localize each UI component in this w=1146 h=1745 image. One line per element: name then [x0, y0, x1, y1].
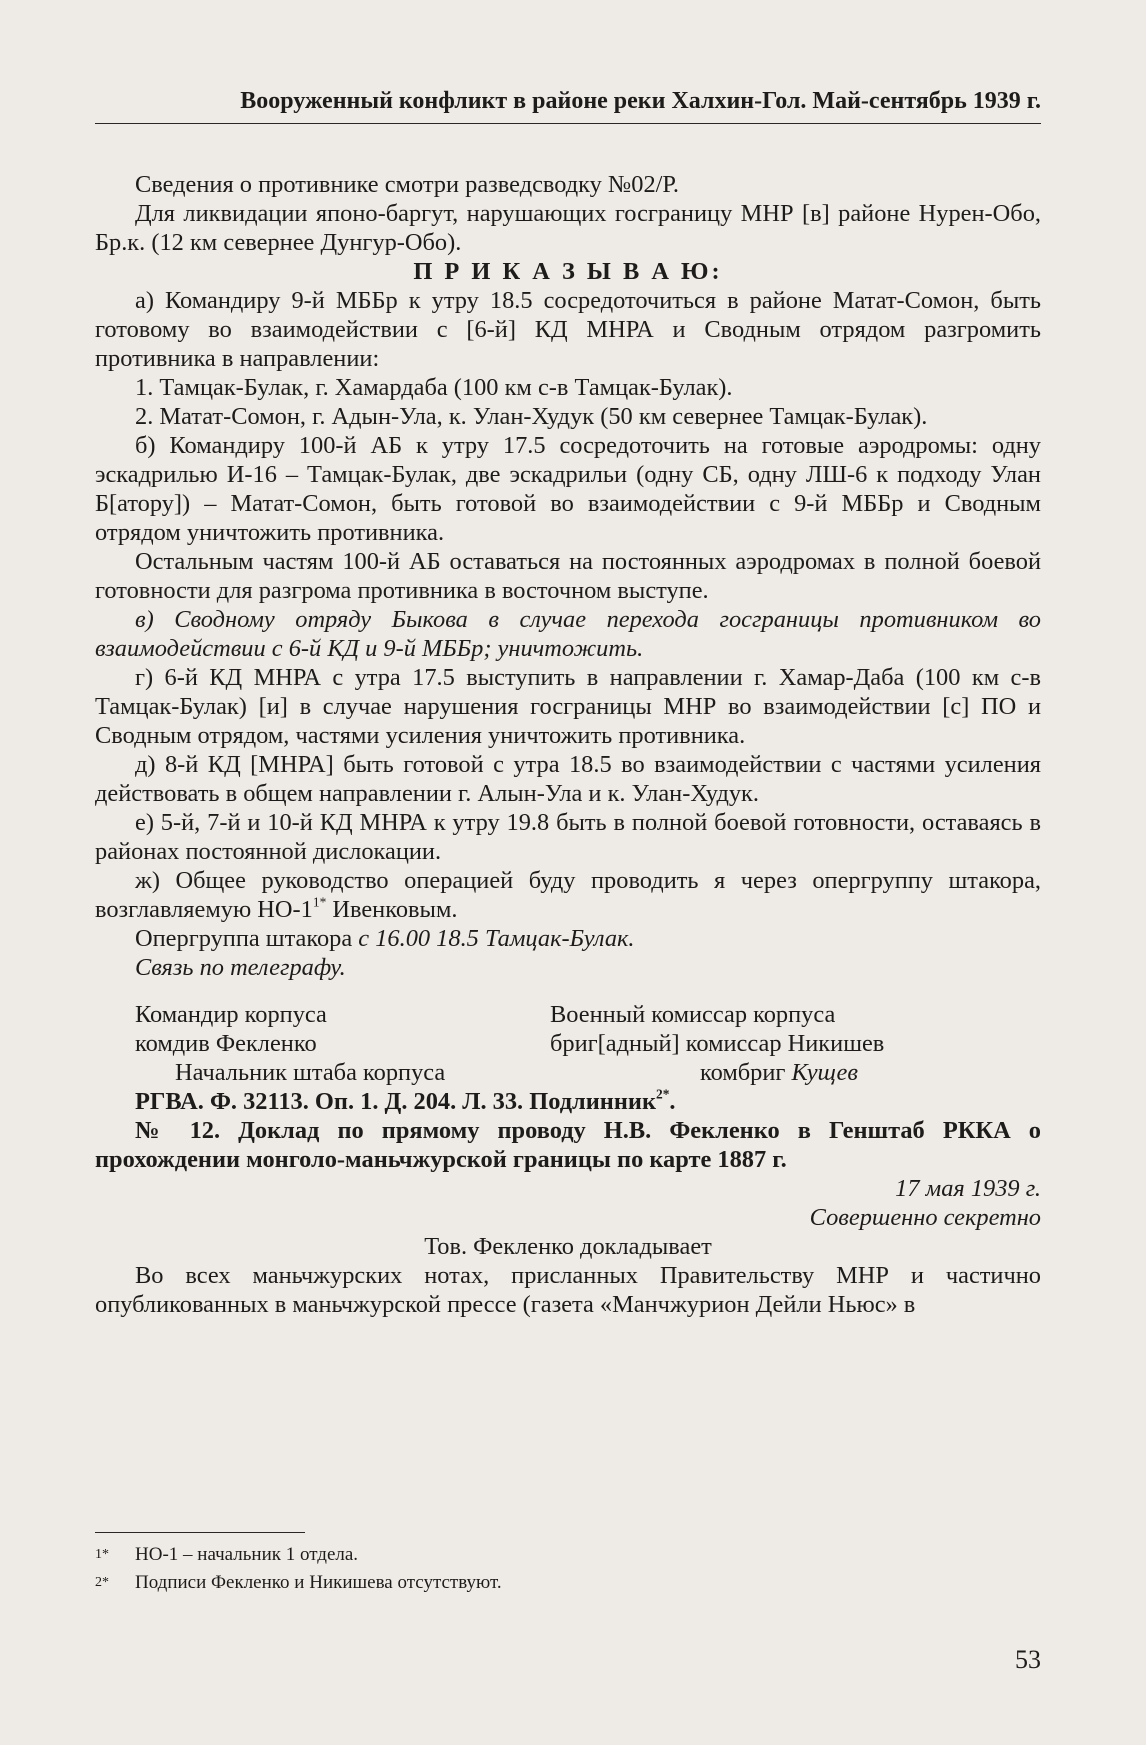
- order-item-d: д) 8-й КД [МНРА] быть готовой с утра 18.5 во взаимодействии с частями усиления действовать в общем направлении г. Алын-Ула и к. Улан-Худук.: [95, 751, 1041, 807]
- order-item-e: е) 5-й, 7-й и 10-й КД МНРА к утру 19.8 быть в полной боевой готовности, оставаясь в районах постоянной дислокации.: [95, 809, 1041, 865]
- document-text: Во всех маньчжурских нотах, присланных Правительству МНР и частично опубликованных в маньчжурской прессе (газета «Манчжурион Дейли Ньюс» в: [95, 1262, 1041, 1318]
- signature-left-title: Командир корпуса: [135, 1001, 327, 1028]
- signature-chief-title: Начальник штаба корпуса: [175, 1059, 446, 1086]
- archive-ref-text: РГВА. Ф. 32113. Оп. 1. Д. 204. Л. 33. Подлинник: [135, 1088, 657, 1115]
- direction-1: 1. Тамцак-Булак, г. Хамардаба (100 км с-в Тамцак-Булак).: [135, 374, 733, 401]
- signature-left-name: комдив Фекленко: [135, 1030, 317, 1057]
- page-number: 53: [1015, 1645, 1041, 1674]
- document-classification: Совершенно секретно: [809, 1204, 1041, 1231]
- paragraph-liquidation: Для ликвидации японо-баргут, нарушающих госграницу МНР [в] районе Нурен-Обо, Бр.к. (12 км севернее Дунгур-Обо).: [95, 200, 1041, 256]
- document-date: 17 мая 1939 г.: [895, 1175, 1041, 1202]
- order-item-zh-text: ж) Общее руководство операцией буду проводить я через опергруппу штакора, возглавляемую НО-1: [95, 867, 1041, 923]
- footnote-ref-1: 1*: [312, 894, 327, 910]
- signature-chief-name: Кущев: [791, 1059, 858, 1086]
- order-item-v: в) Сводному отряду Быкова в случае перехода госграницы противником во взаимодействии с 6-й КД и 9-й МББр; уничтожить.: [95, 606, 1041, 662]
- order-item-g: г) 6-й КД МНРА с утра 17.5 выступить в направлении г. Хамар-Даба (100 км с-в Тамцак-Булак) [и] в случае нарушения госграницы МНР во взаимодействии [с] ПО и Сводным отрядом, частями усиления уничтожить противника.: [95, 664, 1041, 749]
- document-body: [95, 170, 1041, 1319]
- signature-block: [95, 1000, 1041, 1058]
- archive-reference: [95, 1087, 1041, 1116]
- opergroup-location: с 16.00 18.5 Тамцак-Булак.: [358, 925, 635, 952]
- order-item-zh: [95, 866, 1041, 924]
- signature-chief-name-line: [700, 1058, 1041, 1087]
- footnotes: [95, 1532, 1041, 1599]
- footnote-1: [95, 1543, 1041, 1567]
- direction-2: 2. Матат-Сомон, г. Адын-Ула, к. Улан-Худук (50 км севернее Тамцак-Булак).: [135, 403, 928, 430]
- signature-right-title: Военный комиссар корпуса: [550, 1001, 836, 1028]
- footnote-2-mark: 2*: [95, 1575, 109, 1590]
- footnote-1-text: НО-1 – начальник 1 отдела.: [135, 1544, 359, 1565]
- paragraph-intel: Сведения о противнике смотри разведсводку №02/Р.: [135, 171, 680, 198]
- document-title: № 12. Доклад по прямому проводу Н.В. Фекленко в Генштаб РККА о прохождении монголо-маньчжурской границы по карте 1887 г.: [95, 1117, 1041, 1173]
- footnote-2-text: Подписи Фекленко и Никишева отсутствуют.: [135, 1572, 502, 1593]
- order-item-a: а) Командиру 9-й МББр к утру 18.5 сосредоточиться в районе Матат-Сомон, быть готовому во взаимодействии с [6-й] КД МНРА и Сводным отрядом разгромить противника в направлении:: [95, 287, 1041, 372]
- paragraph-rest: Остальным частям 100-й АБ оставаться на постоянных аэродромах в полной боевой готовности для разгрома противника в восточном выступе.: [95, 548, 1041, 604]
- running-header: Вооруженный конфликт в районе реки Халхин-Гол. Май-сентябрь 1939 г.: [95, 88, 1041, 124]
- footnote-2: [95, 1571, 1041, 1595]
- footnote-rule: [95, 1532, 305, 1533]
- opergroup-line: [95, 924, 1041, 953]
- order-item-b: б) Командиру 100-й АБ к утру 17.5 сосредоточить на готовые аэродромы: одну эскадрилью И-16 – Тамцак-Булак, две эскадрильи (одну СБ, одну ЛШ-6 к подходу Улан Б[атору]) – Матат-Сомон, быть готовой во взаимодействии с 9-й МББр и Сводным отрядом уничтожить противника.: [95, 432, 1041, 546]
- signature-chief-rank: комбриг: [700, 1059, 792, 1086]
- footnote-ref-2: 2*: [656, 1086, 670, 1102]
- document-reporter: Тов. Фекленко докладывает: [424, 1233, 712, 1260]
- signature-chief: [95, 1058, 1041, 1087]
- archive-ref-end: .: [669, 1088, 676, 1115]
- order-command-word: П Р И К А З Ы В А Ю:: [413, 258, 723, 285]
- order-item-zh-end: Ивенковым.: [326, 896, 458, 923]
- telegraph-line: Связь по телеграфу.: [135, 954, 346, 981]
- signature-right-name: бриг[адный] комиссар Никишев: [550, 1030, 885, 1057]
- opergroup-prefix: Опергруппа штакора: [135, 925, 359, 952]
- footnote-1-mark: 1*: [95, 1547, 109, 1562]
